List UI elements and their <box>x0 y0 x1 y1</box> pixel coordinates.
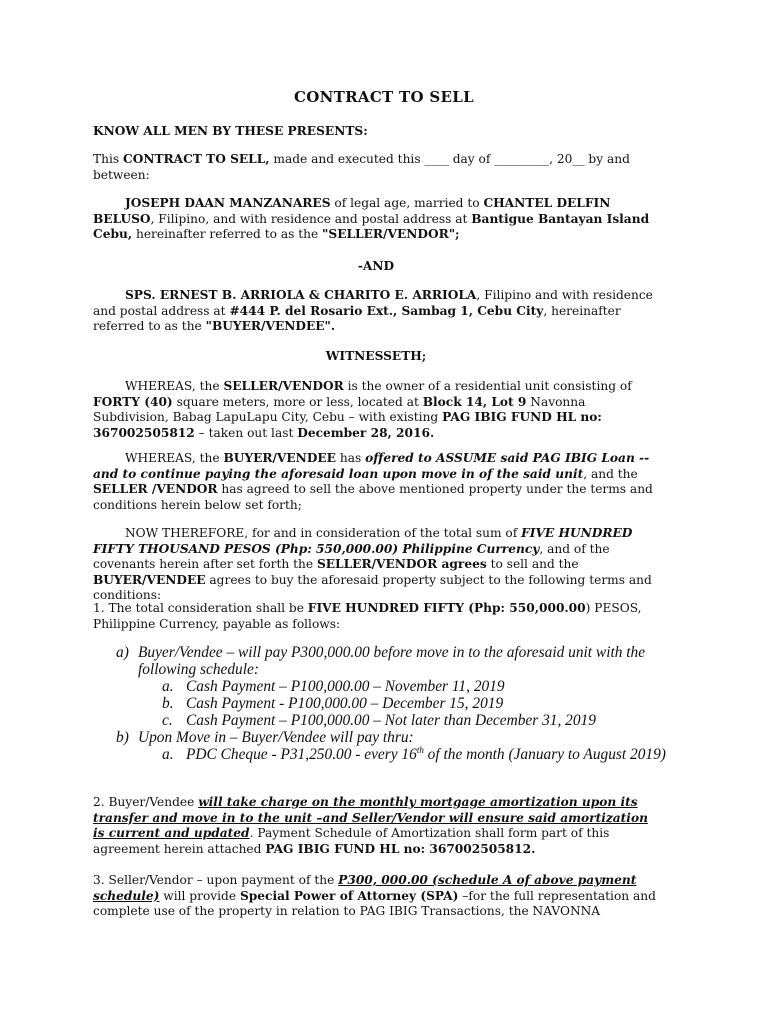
whereas-paragraph-1: WHEREAS, the SELLER/VENDOR is the owner of a residential unit consisting of FORTY (40) square meters, more or less, located at Block 14, Lot 9 Navonna Subdivision, Babag LapuLapu City, Cebu – with existing PAG IBIG FUND HL no: 367002505812 – taken out last December 28, 2016. <box>93 379 632 440</box>
document-title: CONTRACT TO SELL <box>294 88 474 106</box>
schedule-subitem: b. Cash Payment - P100,000.00 – December 15, 2019 <box>162 695 504 712</box>
schedule-item-b: b) Upon Move in – Buyer/Vendee will pay thru: <box>116 729 414 746</box>
whereas-paragraph-2: WHEREAS, the BUYER/VENDEE has offered to ASSUME said PAG IBIG Loan -- and to continue paying the aforesaid loan upon move in of the said unit, and the SELLER /VENDOR has agreed to sell the above mentioned property under the terms and conditions herein below set forth; <box>93 451 653 512</box>
term-3-paragraph: 3. Seller/Vendor – upon payment of the P300, 000.00 (schedule A of above payment schedule) will provide Special Power of Attorney (SPA) –for the full representation and complete use of the property in relation to PAG IBIG Transactions, the NAVONNA <box>93 873 656 919</box>
seller-paragraph: JOSEPH DAAN MANZANARES of legal age, married to CHANTEL DELFIN BELUSO, Filipino, and with residence and postal address at Bantigue Bantayan Island Cebu, hereinafter referred to as the "SELLER/VENDOR"; <box>93 196 650 242</box>
now-therefore-paragraph: NOW THEREFORE, for and in consideration of the total sum of FIVE HUNDRED FIFTY THOUSAND PESOS (Php: 550,000.00) Philippine Currency, and of the covenants herein after set forth the SELLER/VENDOR agrees to sell and the BUYER/VENDEE agrees to buy the aforesaid property subject to the following terms and conditions: <box>93 526 652 603</box>
schedule-subitem: c. Cash Payment – P100,000.00 – Not later than December 31, 2019 <box>162 712 596 729</box>
intro-paragraph: This CONTRACT TO SELL, made and executed this ____ day of _________, 20__ by and between: <box>93 152 630 182</box>
buyer-paragraph: SPS. ERNEST B. ARRIOLA & CHARITO E. ARRIOLA, Filipino and with residence and postal address at #444 P. del Rosario Ext., Sambag 1, Cebu City, hereinafter referred to as the "BUYER/VENDEE". <box>93 288 653 334</box>
schedule-subitem: a. Cash Payment – P100,000.00 – November 11, 2019 <box>162 678 505 695</box>
and-separator: -AND <box>357 259 395 273</box>
know-all-heading: KNOW ALL MEN BY THESE PRESENTS: <box>93 124 368 138</box>
schedule-item-a: a) Buyer/Vendee – will pay P300,000.00 before move in to the aforesaid unit with the following schedule: <box>116 644 646 678</box>
term-1-paragraph: 1. The total consideration shall be FIVE HUNDRED FIFTY (Php: 550,000.00) PESOS, Philippine Currency, payable as follows: <box>93 601 642 631</box>
term-2-paragraph: 2. Buyer/Vendee will take charge on the monthly mortgage amortization upon its transfer and move in to the unit –and Seller/Vendor will ensure said amortization is current and updated. Payment Schedule of Amortization shall form part of this agreement herein attached PAG IBIG FUND HL no: 367002505812. <box>93 795 648 856</box>
witnesseth-heading: WITNESSETH; <box>325 349 427 363</box>
schedule-subitem-pdc: a. PDC Cheque - P31,250.00 - every 16th of the month (January to August 2019) <box>162 744 666 763</box>
